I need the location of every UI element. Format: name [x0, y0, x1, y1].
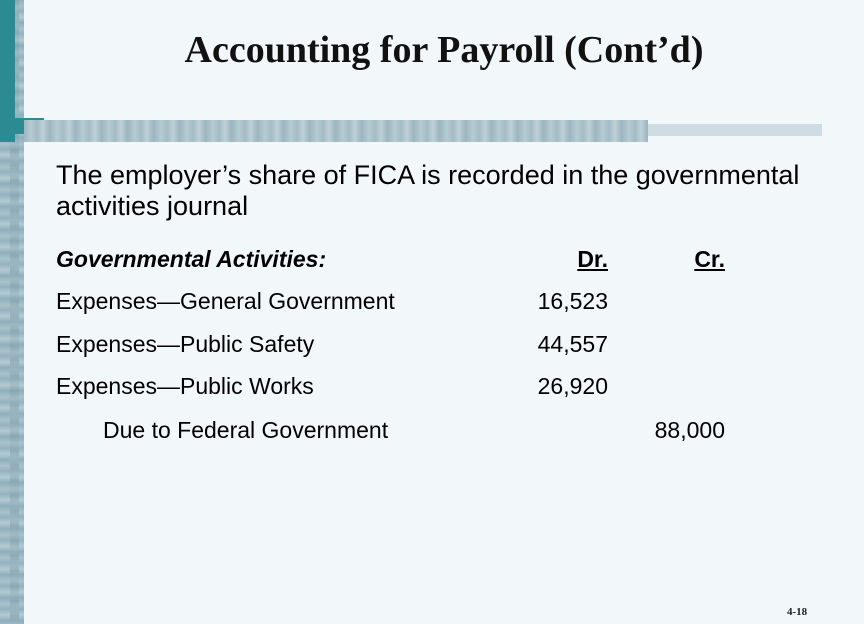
credit-column-header: Cr.: [694, 246, 725, 272]
title-underline-band: [24, 120, 648, 142]
journal-account: Expenses—Public Works: [56, 373, 314, 399]
slide-title: Accounting for Payroll (Cont’d): [184, 29, 704, 71]
journal-debit: 44,557: [537, 331, 608, 357]
journal-account: Expenses—Public Safety: [56, 331, 315, 357]
journal-row: [56, 288, 816, 318]
title-underline-band-light: [648, 124, 822, 136]
journal-row: [56, 331, 816, 361]
intro-text: The employer’s share of FICA is recorded in the governmental activities journal: [56, 160, 800, 221]
journal-debit: 26,920: [537, 373, 608, 399]
journal-heading: Governmental Activities:: [56, 246, 327, 272]
debit-column-header: Dr.: [577, 246, 608, 272]
journal-row: [56, 373, 816, 403]
slide-number: 4-18: [787, 606, 808, 618]
journal-credit: 88,000: [654, 417, 725, 443]
journal-debit: 16,523: [537, 288, 608, 314]
journal-header-row: [56, 246, 816, 276]
journal-row: [56, 417, 816, 447]
journal-account: Expenses—General Government: [56, 288, 395, 314]
journal-account: Due to Federal Government: [103, 417, 389, 443]
